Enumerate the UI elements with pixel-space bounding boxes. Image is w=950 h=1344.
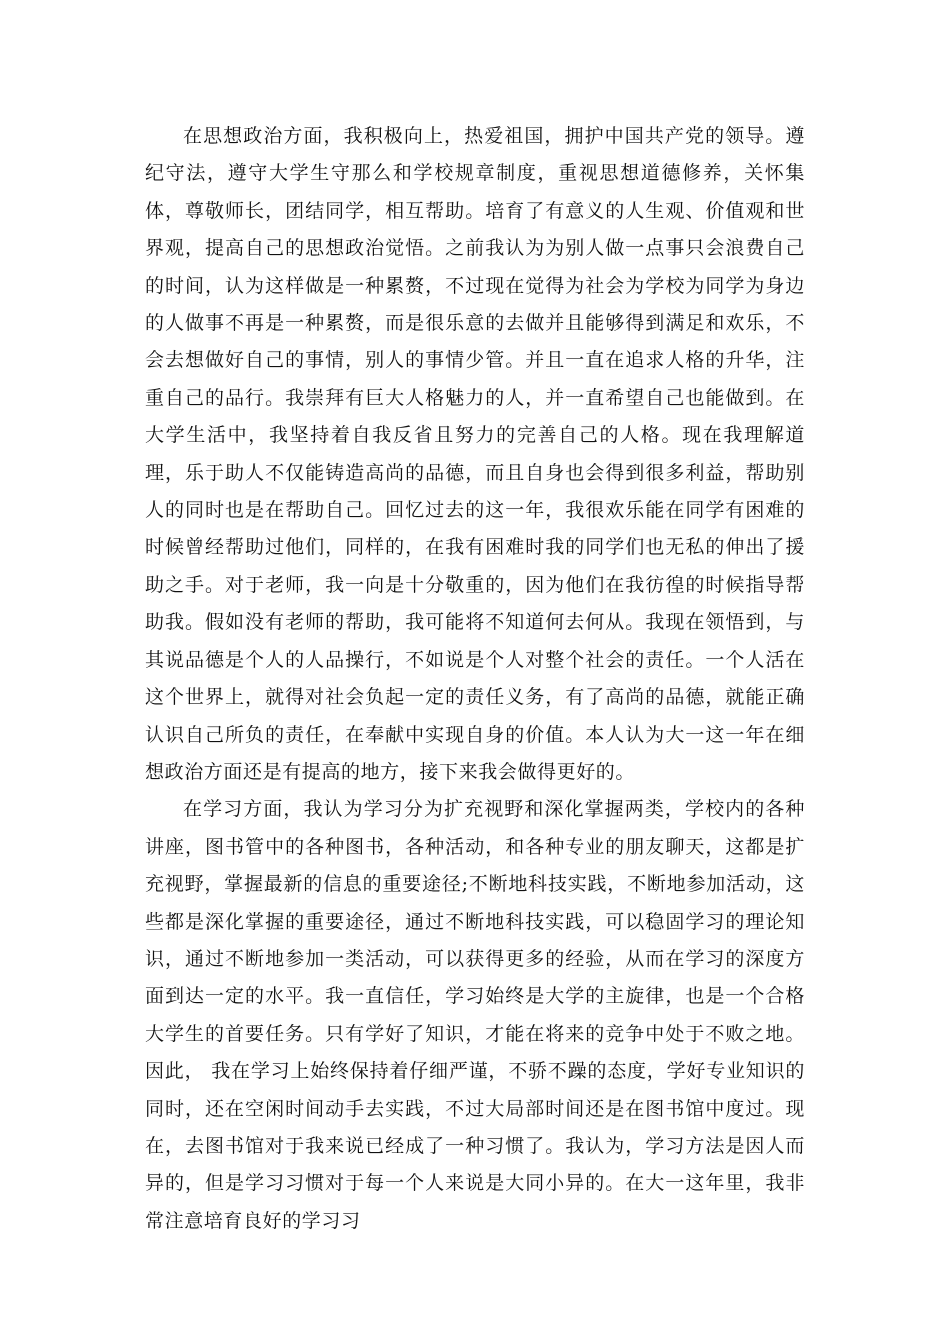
document-body	[145, 118, 805, 1240]
paragraph-political-thought: 在思想政治方面，我积极向上，热爱祖国，拥护中国共产党的领导。遵纪守法，遵守大学生守那么和学校规章制度，重视思想道德修养，关怀集体，尊敬师长，团结同学，相互帮助。培育了有意义的人生观、价值观和世界观，提高自己的思想政治觉悟。之前我认为为别人做一点事只会浪费自己的时间，认为这样做是一种累赘，不过现在觉得为社会为学校为同学为身边的人做事不再是一种累赘，而是很乐意的去做并且能够得到满足和欢乐，不会去想做好自己的事情，别人的事情少管。并且一直在追求人格的升华，注重自己的品行。我崇拜有巨大人格魅力的人，并一直希望自己也能做到。在大学生活中，我坚持着自我反省且努力的完善自己的人格。现在我理解道理，乐于助人不仅能铸造高尚的品德，而且自身也会得到很多利益，帮助别人的同时也是在帮助自己。回忆过去的这一年，我很欢乐能在同学有困难的时候曾经帮助过他们，同样的，在我有困难时我的同学们也无私的伸出了援助之手。对于老师，我一向是十分敬重的，因为他们在我彷徨的时候指导帮助我。假如没有老师的帮助，我可能将不知道何去何从。我现在领悟到，与其说品德是个人的人品操行，不如说是个人对整个社会的责任。一个人活在这个世界上，就得对社会负起一定的责任义务，有了高尚的品德，就能正确认识自己所负的责任，在奉献中实现自身的价值。本人认为大一这一年在细想政治方面还是有提高的地方，接下来我会做得更好的。	[145, 125, 805, 783]
paragraph-study: 在学习方面，我认为学习分为扩充视野和深化掌握两类，学校内的各种讲座，图书管中的各种图书，各种活动，和各种专业的朋友聊天，这都是扩充视野，掌握最新的信息的重要途径;不断地科技实践，不断地参加活动，这些都是深化掌握的重要途径，通过不断地科技实践，可以稳固学习的理论知识，通过不断地参加一类活动，可以获得更多的经验，从而在学习的深度方面到达一定的水平。我一直信任，学习始终是大学的主旋律，也是一个合格大学生的首要任务。只有学好了知识，才能在将来的竞争中处于不败之地。因此， 我在学习上始终保持着仔细严谨，不骄不躁的态度，学好专业知识的同时，还在空闲时间动手去实践，不过大局部时间还是在图书馆中度过。现在，去图书馆对于我来说已经成了一种习惯了。我认为，学习方法是因人而异的，但是学习习惯对于每一个人来说是大同小异的。在大一这年里，我非常注意培育良好的学习习	[145, 798, 805, 1232]
